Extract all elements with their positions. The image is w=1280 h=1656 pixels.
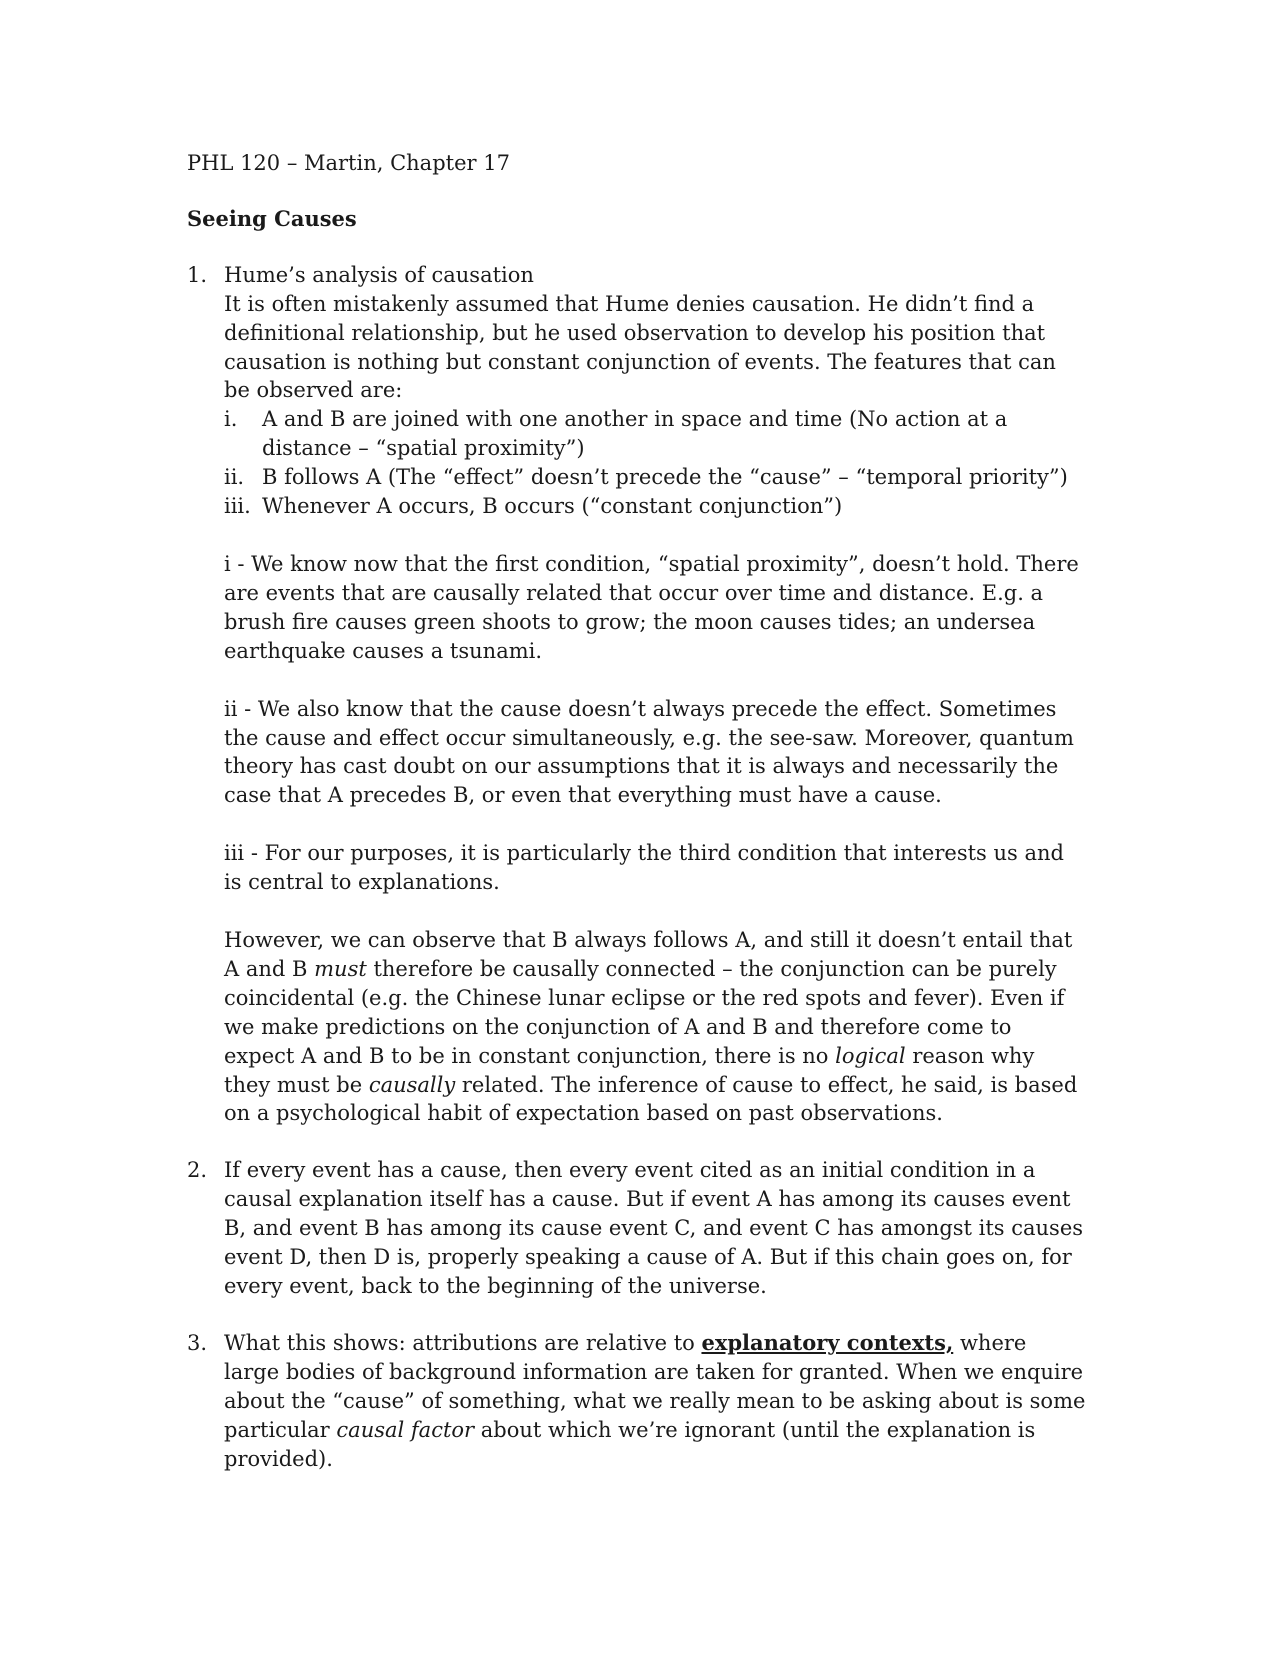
item-text: If every event has a cause, then every event cited as an initial condition in a causal explanation itself has a cause. But if event A has among its causes event B, and event B has among its cause event C, and event C has amongst its causes event D, then D is, properly speaking a cause of A. But if this chain goes on, for every event, back to the beginning of the universe. <box>224 1158 1084 1298</box>
course-header: PHL 120 – Martin, Chapter 17 <box>187 151 510 175</box>
list-item-hume-analysis <box>187 261 1087 1129</box>
feature-text: B follows A (The “effect” doesn’t precede the “cause” – “temporal priority”) <box>262 465 1068 490</box>
feature-text: Whenever A occurs, B occurs (“constant conjunction”) <box>262 494 843 519</box>
text-run: about which we’re ignorant (until the explanation is provided). <box>224 1417 1036 1471</box>
document-body <box>187 149 1087 1473</box>
list-number: 2. <box>187 1158 208 1183</box>
emphasis-logical: logical <box>835 1043 906 1068</box>
feature-number: ii. <box>224 465 245 490</box>
paragraph-spatial-proximity: i - We know now that the first condition, “spatial proximity”, doesn’t hold. There are events that are causally related that occur over time and distance. E.g. a brush fire causes green shoots to grow; the moon causes tides; an undersea earthquake causes a tsunami. <box>224 551 1079 663</box>
feature-number: i. <box>224 407 238 432</box>
emphasis-must: must <box>314 956 367 981</box>
feature-number: iii. <box>224 494 251 519</box>
feature-item <box>224 463 1087 492</box>
text-run: related. The inference of cause to effect, he said, is based on a psychological habit of expectation based on past observations. <box>224 1072 1078 1126</box>
item-heading: Hume’s analysis of causation <box>224 262 534 287</box>
features-list <box>224 405 1087 521</box>
text-run: where large bodies of background information are taken for granted. When we enquire about the “cause” of something, what we really mean to be asking about is some particular <box>224 1330 1086 1442</box>
key-term: explanatory contexts, <box>701 1329 954 1355</box>
text-run: reason why they must be <box>224 1043 1035 1097</box>
text-run: What this shows: attributions are relative to <box>224 1330 702 1355</box>
section-title: Seeing Causes <box>187 205 357 231</box>
feature-text: A and B are joined with one another in space and time (No action at a distance – “spatial proximity”) <box>262 407 1008 461</box>
feature-item <box>224 405 1087 463</box>
list-number: 3. <box>187 1330 208 1355</box>
emphasis-causally: causally <box>368 1072 456 1097</box>
list-item-explanatory-contexts <box>187 1329 1087 1474</box>
item-intro: It is often mistakenly assumed that Hume denies causation. He didn’t find a definitional relationship, but he used observation to develop his position that causation is nothing but constant conjunction of events. The features that can be observed are: <box>224 291 1056 403</box>
text-run: However, we can observe that B always follows A, and still it doesn’t entail that A and B <box>224 928 1073 981</box>
list-number: 1. <box>187 262 208 287</box>
item-text <box>224 1329 1087 1474</box>
feature-item <box>224 492 1087 521</box>
paragraph-however <box>224 926 1087 1128</box>
paragraph-constant-conjunction: iii - For our purposes, it is particularly the third condition that interests us and is central to explanations. <box>224 841 1064 895</box>
text-run: therefore be causally connected – the conjunction can be purely coincidental (e.g. the Chinese lunar eclipse or the red spots and fever). Even if we make predictions on the conjunction of A and B and therefore come to expect A and B to be in constant conjunction, there is no <box>224 956 1065 1068</box>
paragraph-temporal-priority: ii - We also know that the cause doesn’t always precede the effect. Sometimes the cause and effect occur simultaneously, e.g. the see-saw. Moreover, quantum theory has cast doubt on our assumptions that it is always and necessarily the case that A precedes B, or even that everything must have a cause. <box>224 696 1074 808</box>
list-item-causal-chain <box>187 1156 1087 1301</box>
emphasis-causal-factor: causal factor <box>336 1417 475 1442</box>
